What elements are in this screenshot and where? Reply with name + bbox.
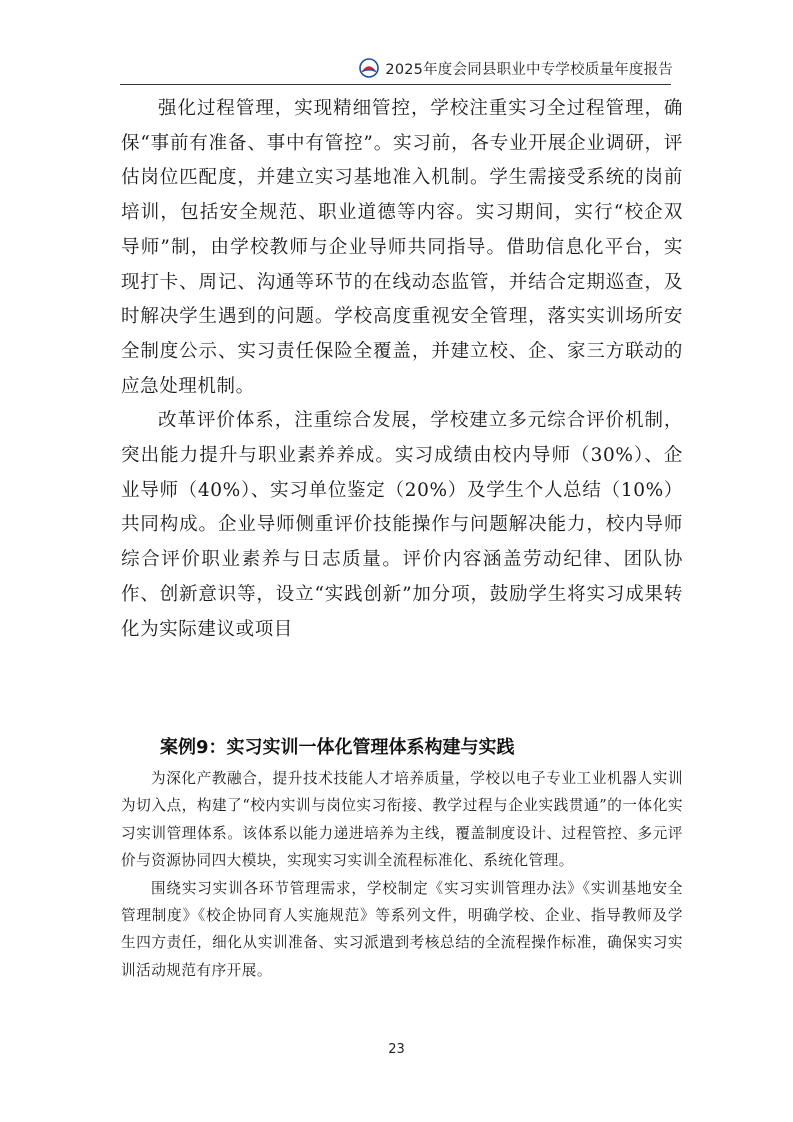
main-body xyxy=(121,92,683,647)
case-paragraph-regulations: 围绕实习实训各环节管理需求，学校制定《实习实训管理办法》《实训基地安全管理制度》《校企协同育人实施规范》等系列文件，明确学校、企业、指导教师及学生四方责任，细化从实训准备、实习派遣到考核总结的全流程操作标准，确保实习实训活动规范有序开展。 xyxy=(121,879,683,979)
paragraph-process-management: 强化过程管理，实现精细管控，学校注重实习全过程管理，确保“事前有准备、事中有管控”。实习前，各专业开展企业调研，评估岗位匹配度，并建立实习基地准入机制。学生需接受系统的岗前培训，包括安全规范、职业道德等内容。实习期间，实行“校企双导师”制，由学校教师与企业导师共同指导。借助信息化平台，实现打卡、周记、沟通等环节的在线动态监管，并结合定期巡查，及时解决学生遇到的问题。学校高度重视安全管理，落实实训场所安全制度公示、实习责任保险全覆盖，并建立校、企、家三方联动的应急处理机制。 xyxy=(121,98,683,397)
case-heading: 案例9：实习实训一体化管理体系构建与实践 xyxy=(160,737,515,758)
case-paragraph-intro: 为深化产教融合，提升技术技能人才培养质量，学校以电子专业工业机器人实训为切入点，构建了“校内实训与岗位实习衔接、教学过程与企业实践贯通”的一体化实习实训管理体系。该体系以能力递进培养为主线，覆盖制度设计、过程管控、多元评价与资源协同四大模块，实现实习实训全流程标准化、系统化管理。 xyxy=(121,770,683,870)
report-title: 2025年度会同县职业中专学校质量年度报告 xyxy=(385,61,673,78)
school-logo-icon xyxy=(359,58,379,78)
page-header xyxy=(60,50,673,86)
paragraph-evaluation-reform: 改革评价体系，注重综合发展，学校建立多元综合评价机制，突出能力提升与职业素养养成。实习成绩由校内导师（30%）、企业导师（40%）、实习单位鉴定（20%）及学生个人总结（10%）共同构成。企业导师侧重评价技能操作与问题解决能力，校内导师综合评价职业素养与日志质量。评价内容涵盖劳动纪律、团队协作、创新意识等，设立“实践创新”加分项，鼓励学生将实习成果转化为实际建议或项目 xyxy=(121,410,683,640)
page-number: 23 xyxy=(388,1042,405,1057)
header-divider xyxy=(120,84,671,85)
case-body xyxy=(121,765,683,984)
